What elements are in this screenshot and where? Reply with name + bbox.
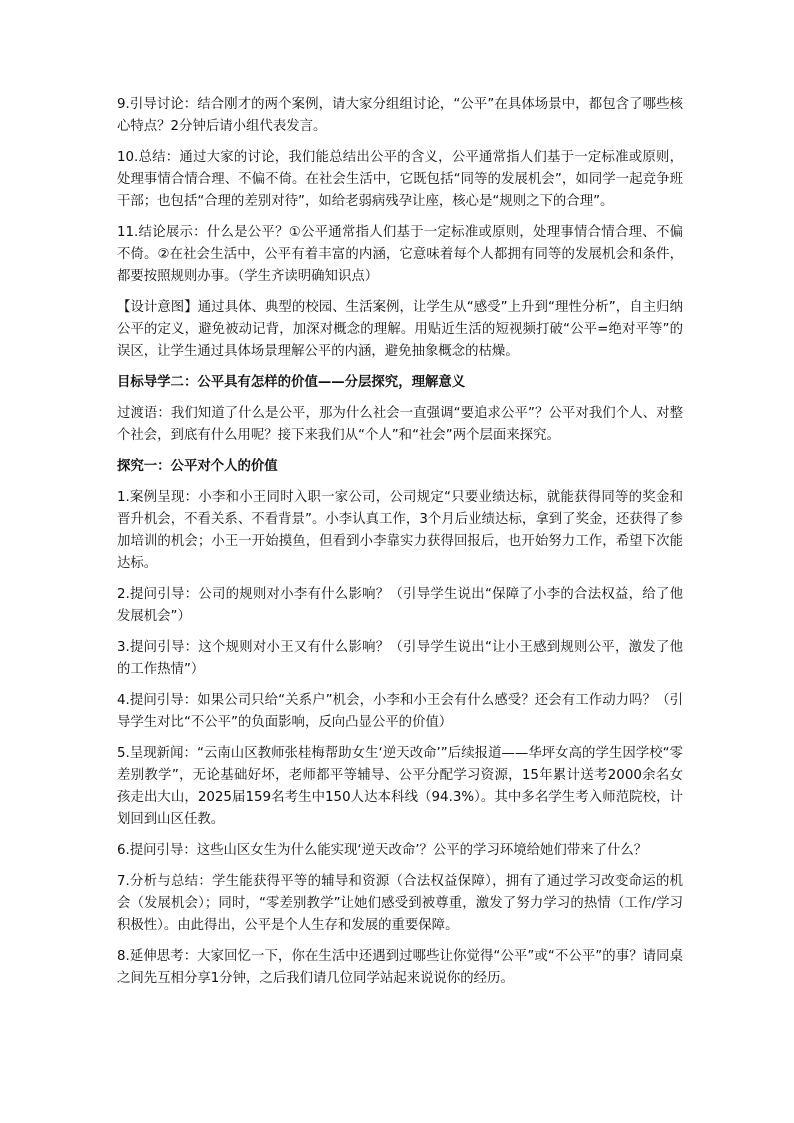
paragraph-1-case: 1.案例呈现：小李和小王同时入职一家公司，公司规定“只要业绩达标，就能获得同等的奖金和晋升机会，不看关系、不看背景”。小李认真工作，3个月后业绩达标，拿到了奖金，还获得了参加培训的机会；小王一开始摸鱼，但看到小李靠实力获得回报后，也开始努力工作，希望下次能达标。: [117, 490, 683, 571]
paragraph-2-question: 2.提问引导：公司的规则对小李有什么影响？（引导学生说出“保障了小李的合法权益，给了他发展机会”）: [117, 587, 683, 624]
paragraph-11-conclusion: 11.结论展示：什么是公平？①公平通常指人们基于一定标准或原则，处理事情合情合理、不偏不倚。②在社会生活中，公平有着丰富的内涵，它意味着每个人都拥有同等的发展机会和条件，都要按照规则办事。（学生齐读明确知识点）: [117, 225, 683, 284]
paragraph-transition: 过渡语：我们知道了什么是公平，那为什么社会一直强调“要追求公平”？公平对我们个人、对整个社会，到底有什么用呢？接下来我们从“个人”和“社会”两个层面来探究。: [117, 406, 683, 443]
subsection-heading-inquiry-1: 探究一：公平对个人的价值: [117, 459, 278, 474]
paragraph-3-question: 3.提问引导：这个规则对小王又有什么影响？（引导学生说出“让小王感到规则公平，激发了他的工作热情”）: [117, 640, 683, 677]
paragraph-9-guided-discussion: 9.引导讨论：结合刚才的两个案例，请大家分组组讨论，“公平”在具体场景中，都包含了哪些核心特点？2分钟后请小组代表发言。: [117, 97, 683, 134]
document-page: [117, 94, 683, 999]
paragraph-design-intent: 【设计意图】通过具体、典型的校园、生活案例，让学生从“感受”上升到“理性分析”，自主归纳公平的定义，避免被动记背，加深对概念的理解。用贴近生活的短视频打破“公平=绝对平等”的误区，让学生通过具体场景理解公平的内涵，避免抽象概念的枯燥。: [117, 300, 683, 359]
paragraph-4-question: 4.提问引导：如果公司只给“关系户”机会，小李和小王会有什么感受？还会有工作动力吗？（引导学生对比“不公平”的负面影响，反向凸显公平的价值）: [117, 693, 683, 730]
section-heading-objective-2: 目标导学二：公平具有怎样的价值——分层探究，理解意义: [117, 375, 466, 390]
paragraph-7-analysis: 7.分析与总结：学生能获得平等的辅导和资源（合法权益保障），拥有了通过学习改变命运的机会（发展机会）；同时，“零差别教学”让她们感受到被尊重，激发了努力学习的热情（工作/学习积极性）。由此得出，公平是个人生存和发展的重要保障。: [117, 874, 683, 933]
paragraph-6-question: 6.提问引导：这些山区女生为什么能实现‘逆天改命’？公平的学习环境给她们带来了什么？: [117, 843, 648, 858]
paragraph-10-summary: 10.总结：通过大家的讨论，我们能总结出公平的含义，公平通常指人们基于一定标准或原则，处理事情合情合理、不偏不倚。在社会生活中，它既包括“同等的发展机会”，如同学一起竞争班干部；也包括“合理的差别对待”，如给老弱病残孕让座，核心是“规则之下的合理”。: [117, 150, 683, 209]
paragraph-8-extension: 8.延伸思考：大家回忆一下，你在生活中还遇到过哪些让你觉得“公平”或“不公平”的事？请同桌之间先互相分享1分钟，之后我们请几位同学站起来说说你的经历。: [117, 949, 683, 986]
paragraph-5-news: 5.呈现新闻：“云南山区教师张桂梅帮助女生‘逆天改命’”后续报道——华坪女高的学生因学校“零差别教学”，无论基础好坏，老师都平等辅导、公平分配学习资源，15年累计送考2000余名女孩走出大山，2025届159名考生中150人达本科线（94.3%）。其中多名学生考入师范院校，计划回到山区任教。: [117, 746, 683, 827]
